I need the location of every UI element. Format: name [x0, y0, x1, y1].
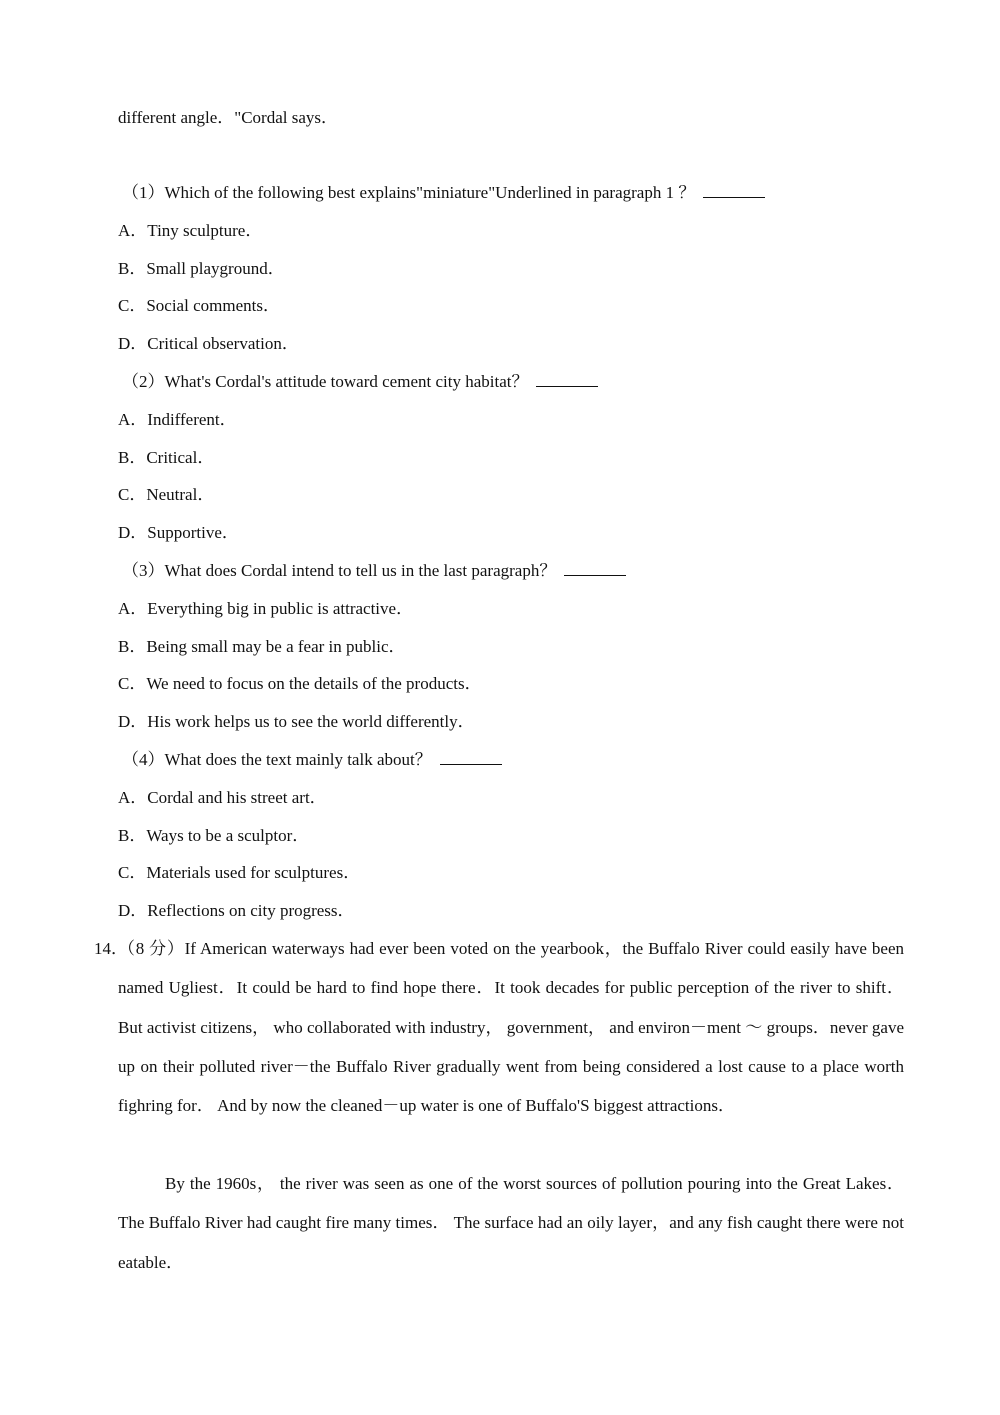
answer-blank[interactable]	[564, 561, 626, 576]
option-2b: B．Critical．	[118, 448, 215, 467]
option-4b: B．Ways to be a sculptor．	[118, 826, 310, 845]
question-1	[122, 183, 765, 203]
option-3d: D．His work helps us to see the world differently．	[118, 712, 475, 731]
option-4a: A．Cordal and his street art．	[118, 788, 327, 807]
question-3	[122, 561, 626, 581]
question-stem: （4）What does the text mainly talk about？	[122, 750, 432, 769]
question-stem: （3）What does Cordal intend to tell us in the last paragraph？	[122, 561, 557, 580]
option-2c: C．Neutral．	[118, 485, 215, 504]
answer-blank[interactable]	[703, 183, 765, 198]
question-2	[122, 372, 598, 392]
passage-14-paragraph-1	[94, 929, 904, 1125]
option-1a: A．Tiny sculpture．	[118, 221, 263, 240]
option-3c: C．We need to focus on the details of the products．	[118, 674, 482, 693]
option-4d: D．Reflections on city progress．	[118, 901, 355, 920]
option-3a: A．Everything big in public is attractive．	[118, 599, 414, 618]
question-number: 14．	[94, 939, 128, 958]
question-stem: （2）What's Cordal's attitude toward cement city habitat？	[122, 372, 529, 391]
option-3b: B．Being small may be a fear in public．	[118, 637, 406, 656]
option-2a: A．Indifferent．	[118, 410, 237, 429]
question-stem: （1）Which of the following best explains"miniature"Underlined in paragraph 1 ？	[122, 183, 696, 202]
option-4c: C．Materials used for sculptures．	[118, 863, 361, 882]
question-4	[122, 750, 502, 770]
continued-text: different angle．"Cordal says．	[118, 108, 339, 127]
option-1b: B．Small playground．	[118, 259, 285, 278]
option-1c: C．Social comments．	[118, 296, 280, 315]
paragraph-text: （8 分）If American waterways had ever been voted on the yearbook，the Buffalo River could easily have been named Ugliest．It could be hard to find hope there．It took decades for public perception of the river to shift． But activist citizens， who collaborated with industry， government， and environ－ment ～ groups．never gave up on their polluted river－the Buffalo River gradually went from being considered a lost cause to a place worth fighring for． And by now the cleaned－up water is one of Buffalo'S biggest attractions．	[118, 939, 904, 1116]
option-2d: D．Supportive．	[118, 523, 239, 542]
answer-blank[interactable]	[536, 372, 598, 387]
passage-14-paragraph-2: By the 1960s， the river was seen as one of the worst sources of pollution pouring into the Great Lakes．The Buffalo River had caught fire many times． The surface had an oily layer，and any fish caught there were not eatable．	[118, 1174, 904, 1272]
answer-blank[interactable]	[440, 750, 502, 765]
option-1d: D．Critical observation．	[118, 334, 299, 353]
